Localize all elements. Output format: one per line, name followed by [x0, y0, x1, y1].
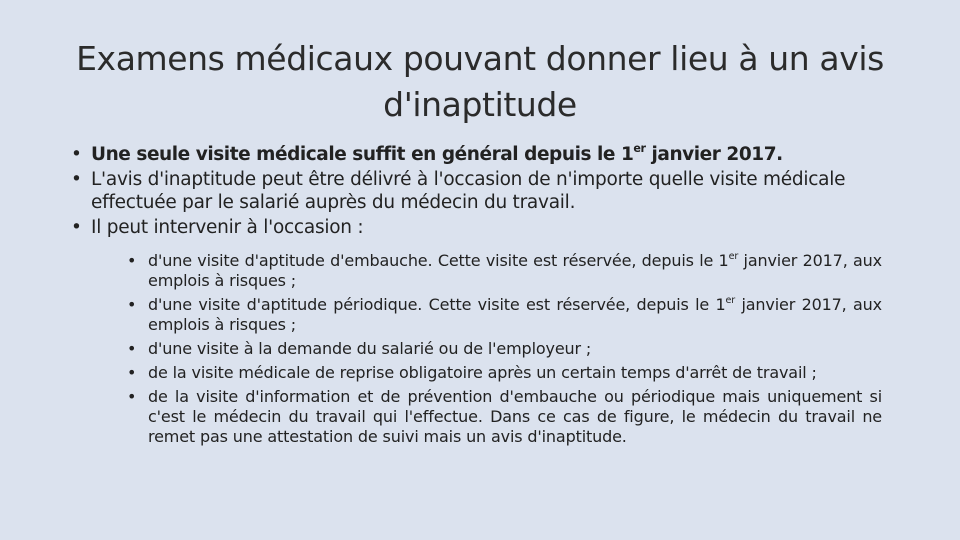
bullet-point-any-visit: [70, 168, 882, 214]
bullet-icon: •: [127, 251, 137, 270]
bullet-point-occasions: [70, 216, 882, 447]
bullet-icon: •: [127, 295, 137, 314]
sub-bullet-information-visit: [127, 387, 882, 447]
sub-bullet-text: d'une visite d'aptitude périodique. Cette visite est réservée, depuis le 1er janvier 2017, aux emplois à risques ;: [148, 294, 882, 334]
bullet-icon: •: [127, 363, 137, 382]
slide-body: [70, 143, 882, 451]
sub-bullet-text: d'une visite à la demande du salarié ou de l'employeur ;: [148, 339, 592, 358]
sub-bullet-text: d'une visite d'aptitude d'embauche. Cette visite est réservée, depuis le 1er janvier 2017, aux emplois à risques ;: [148, 250, 882, 290]
sub-bullet-return-visit: [127, 363, 882, 383]
bullet-text: Une seule visite médicale suffit en général depuis le 1er janvier 2017.: [91, 141, 783, 165]
bullet-text: L'avis d'inaptitude peut être délivré à l'occasion de n'importe quelle visite médicale effectuée par le salarié auprès du médecin du travail.: [91, 169, 846, 213]
sub-bullet-text: de la visite d'information et de prévention d'embauche ou périodique mais uniquement si c'est le médecin du travail qui l'effectue. Dans ce cas de figure, le médecin du travail ne remet pas une attestation de suivi mais un avis d'inaptitude.: [148, 387, 882, 446]
sub-bullet-text: de la visite médicale de reprise obligatoire après un certain temps d'arrêt de travail ;: [148, 363, 817, 382]
bullet-icon: •: [127, 387, 137, 406]
slide-title: Examens médicaux pouvant donner lieu à un avis d'inaptitude: [76, 39, 884, 124]
sub-bullet-list: [127, 251, 882, 447]
sub-bullet-request-visit: [127, 339, 882, 359]
bullet-icon: •: [127, 339, 137, 358]
bullet-icon: •: [71, 217, 82, 238]
bullet-icon: •: [71, 144, 82, 165]
bullet-icon: •: [71, 169, 82, 190]
bullet-point-single-visit: [70, 143, 882, 166]
sub-bullet-periodic-visit: [127, 295, 882, 335]
sub-bullet-hiring-visit: [127, 251, 882, 291]
bullet-text: Il peut intervenir à l'occasion :: [91, 217, 364, 238]
main-bullet-list: [70, 143, 882, 447]
